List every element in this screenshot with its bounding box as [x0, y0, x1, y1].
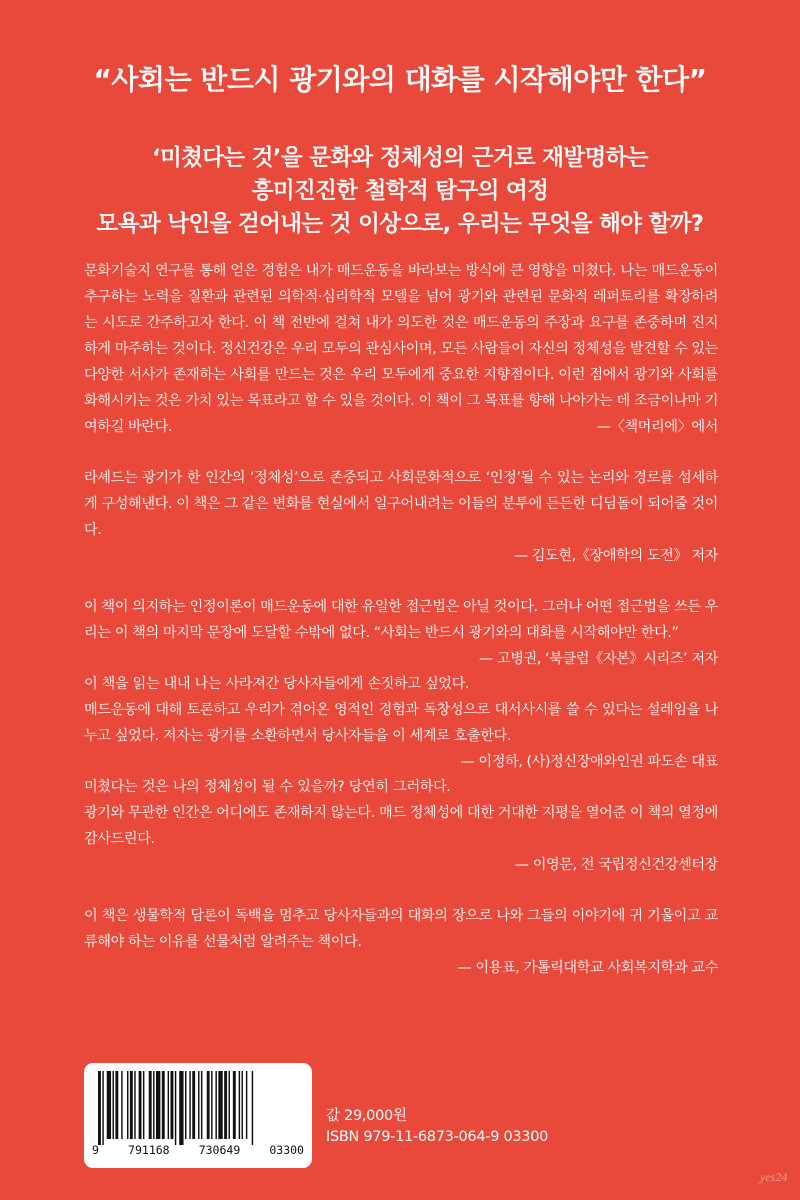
- blurb-attribution: — 이용표, 가톨릭대학교 사회복지학과 교수: [457, 960, 718, 976]
- barcode-digits: [92, 1143, 304, 1157]
- subtitle-line: 모욕과 낙인을 걷어내는 것 이상으로, 우리는 무엇을 해야 할까?: [96, 211, 704, 237]
- barcode-bar: [218, 1071, 222, 1139]
- blurb-lee-ym: [84, 774, 718, 878]
- barcode-bar: [189, 1071, 190, 1139]
- barcode-bar: [246, 1071, 247, 1139]
- barcode-bar: [98, 1071, 101, 1145]
- blurb-attribution: — 김도현,《장애학의 도전》 저자: [513, 548, 718, 564]
- barcode-digit-group: 730649: [198, 1143, 241, 1157]
- blurb-list: [84, 258, 718, 1006]
- blurb-attribution: — 고병권, ‘북클럽《자본》시리즈’ 저자: [479, 651, 718, 667]
- barcode-bar: [153, 1071, 154, 1139]
- barcode-bar: [198, 1071, 199, 1139]
- barcode-bar: [156, 1071, 160, 1139]
- barcode-bar: [185, 1071, 186, 1139]
- barcode-digit-group: 9: [92, 1143, 99, 1157]
- barcode-bar: [175, 1071, 176, 1145]
- blurb-text: 문화기술지 연구를 통해 얻은 경험은 내가 매드운동을 바라보는 방식에 큰 영향을 미쳤다. 나는 매드운동이 추구하는 노력을 질환과 관련된 의학적·심리학적 모델을 넘어 광기와 관련된 문화적 레퍼토리를 확장하려는 시도로 간주하고자 한다. 이 책 전반에 걸쳐 내가 의도한 것은 매드운동의 주장과 요구를 존중하며 진지하게 마주하는 것이다. 정신건강은 우리 모두의 관심사이며, 모든 사람들이 자신의 정체성을 발견할 수 있는 다양한 서사가 존재하는 사회를 만드는 것은 우리 모두에게 중요한 지향점이다. 이런 점에서 광기와 사회를 화해시키는 것은 가치 있는 목표라고 할 수 있을 것이다. 이 책이 그 목표를 향해 나아가는 데 조금이나마 기여하길 바란다.: [84, 263, 718, 435]
- barcode-bar: [171, 1071, 174, 1139]
- barcode-bar: [252, 1071, 253, 1145]
- barcode-bar: [215, 1071, 216, 1139]
- blurb-text: 이 책을 읽는 내내 나는 사라져간 당사자들에게 손짓하고 싶었다. 매드운동에 대해 토론하고 우리가 겪어온 영적인 경험과 독창성으로 대서사시를 쓸 수 있다는 설레임을 나누고 싶었다. 저자는 광기를 소환하면서 당사자들을 이 세계로 호출한다.: [84, 676, 718, 744]
- isbn: ISBN 979-11-6873-064-9 03300: [326, 1129, 549, 1145]
- barcode-bar: [162, 1071, 165, 1139]
- barcode-bar: [115, 1071, 118, 1139]
- blurb-text: 라셰드는 광기가 한 인간의 ‘정체성’으로 존중되고 사회문화적으로 ‘인정’될 수 있는 논리와 경로를 섬세하게 구성해낸다. 이 책은 그 같은 변화를 현실에서 일구어내려는 이들의 분투에 든든한 디딤돌이 되어줄 것이다.: [84, 470, 718, 538]
- barcode-bar: [192, 1071, 195, 1139]
- barcode-bar: [113, 1071, 114, 1139]
- headline: “사회는 반드시 광기와의 대화를 시작해야만 한다”: [93, 63, 707, 96]
- subtitle: [0, 142, 800, 241]
- blurb-text: 이 책이 의지하는 인정이론이 매드운동에 대한 유일한 접근법은 아닐 것이다. 그러나 어떤 접근법을 쓰든 우리는 이 책의 마지막 문장에 도달할 수밖에 없다. “사회는 반드시 광기와의 대화를 시작해야만 한다.”: [84, 599, 718, 641]
- blurb-attribution: — 이정하, (사)정신장애와인권 파도손 대표: [460, 754, 718, 770]
- subtitle-line: ‘미쳤다는 것’을 문화와 정체성의 근거로 재발명하는: [152, 145, 648, 171]
- barcode-bar: [102, 1071, 103, 1145]
- blurb-kim: [84, 465, 718, 569]
- blurb-lee-jh: [84, 671, 718, 770]
- barcode-bar: [201, 1071, 202, 1139]
- barcode-bar: [130, 1071, 133, 1139]
- barcode-digit-group: 03300: [269, 1143, 304, 1157]
- blurb-text: 미쳤다는 것은 나의 정체성이 될 수 있을까? 당연히 그러하다. 광기와 무관한 인간은 어디에도 존재하지 않는다. 매드 정체성에 대한 거대한 지평을 열어준 이 책의 열정에 감사드린다.: [84, 779, 718, 847]
- blurb-attribution: — 이영문, 전 국립정신건강센터장: [514, 857, 718, 873]
- barcode-bar: [233, 1071, 236, 1139]
- barcode-bar: [107, 1071, 111, 1139]
- subtitle-line: 흥미진진한 철학적 탐구의 여정: [251, 178, 549, 204]
- blurb-attribution: —〈책머리에〉에서: [596, 419, 718, 435]
- barcode-bar: [149, 1071, 152, 1139]
- barcode-bar: [139, 1071, 142, 1139]
- barcode-bar: [143, 1071, 144, 1139]
- barcode-digit-group: 791168: [128, 1143, 170, 1157]
- barcode-bars: [98, 1071, 298, 1145]
- barcode-bar: [207, 1071, 210, 1139]
- yes24-logo-watermark: yes24: [760, 1170, 788, 1184]
- blurb-lee-yp: [84, 903, 718, 981]
- blurb-go: [84, 594, 718, 667]
- barcode-bar: [242, 1071, 243, 1139]
- barcode-bar: [168, 1071, 169, 1139]
- price: 값 29,000원: [326, 1108, 407, 1124]
- barcode: [84, 1063, 312, 1168]
- barcode-bar: [134, 1071, 135, 1139]
- barcode-bar: [229, 1071, 230, 1139]
- barcode-bar: [224, 1071, 227, 1139]
- barcode-bar: [179, 1071, 183, 1145]
- blurb-text: 이 책은 생물학적 담론이 독백을 멈추고 당사자들과의 대화의 장으로 나와 그들의 이야기에 귀 기울이고 교류해야 하는 이유를 선물처럼 알려주는 책이다.: [84, 908, 718, 950]
- barcode-bar: [127, 1071, 128, 1139]
- barcode-bar: [239, 1071, 240, 1139]
- blurb-preface: [84, 258, 718, 440]
- barcode-bar: [121, 1071, 122, 1139]
- barcode-bar: [211, 1071, 212, 1139]
